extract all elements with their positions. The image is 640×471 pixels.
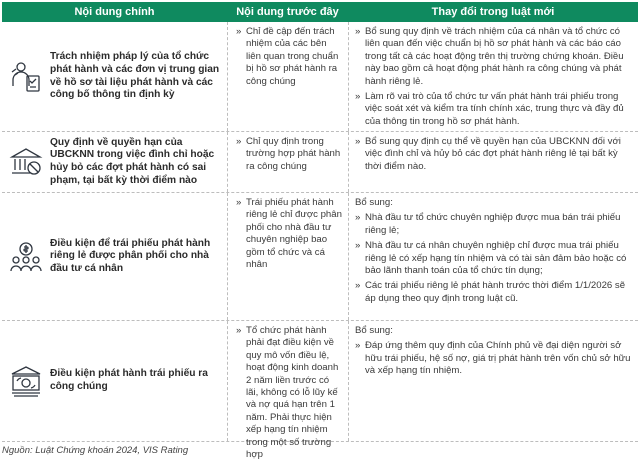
previous-content-cell bbox=[227, 22, 348, 131]
change-item: » Bổ sung quy định cụ thể về quyền hạn của UBCKNN đối với việc đình chỉ và hủy bỏ các đợt phát hành riêng lẻ tại bất kỳ thời điểm nào. bbox=[355, 136, 632, 173]
previous-item: » Tổ chức phát hành phải đạt điều kiện về quy mô vốn điều lệ, hoạt động kinh doanh 2 năm liền trước có lãi, không có lỗ lũy kế và nợ quá hạn trên 1 năm. Phải thực hiện xếp hạng tín nhiệm trong một số trường hợp bbox=[236, 325, 344, 461]
main-content-text: Trách nhiệm pháp lý của tổ chức phát hành và các đơn vị trung gian về hồ sơ tài liệu phát hành và các công bố thông tin định kỳ bbox=[50, 51, 220, 101]
main-content-text: Quy định về quyền hạn của UBCKNN trong việc đình chỉ hoặc hủy bỏ các đợt phát hành có sai phạm, tại bất kỳ thời điểm nào bbox=[50, 136, 215, 186]
main-content-cell bbox=[2, 132, 227, 192]
new-changes-cell bbox=[348, 321, 638, 441]
public-issuance-icon bbox=[8, 361, 44, 401]
header-previous-content: Nội dung trước đây bbox=[236, 6, 339, 18]
change-item: » Đáp ứng thêm quy định của Chính phủ về đại diện người sở hữu trái phiếu, hệ số nợ, giá trị phát hành trên vốn chủ sở hữu và xếp hạng tín nhiệm. bbox=[355, 340, 632, 377]
changes-intro: Bổ sung: bbox=[355, 197, 393, 208]
previous-item: » Chỉ quy định trong trường hợp phát hành ra công chúng bbox=[236, 136, 344, 173]
main-content-cell bbox=[2, 321, 227, 441]
new-changes-cell bbox=[348, 193, 638, 320]
header-new-changes: Thay đổi trong luật mới bbox=[431, 6, 555, 18]
main-content-cell bbox=[2, 22, 227, 131]
table-row bbox=[2, 193, 638, 321]
changes-intro: Bổ sung: bbox=[355, 325, 393, 336]
change-item: » Nhà đầu tư cá nhân chuyên nghiệp chỉ được mua trái phiếu riêng lẻ có xếp hạng tín nhiệm và có tài sản đảm bảo hoặc có bảo lãnh thanh toán của tổ chức tín dụng; bbox=[355, 240, 632, 277]
previous-content-cell bbox=[227, 193, 348, 320]
table-row bbox=[2, 22, 638, 132]
main-content-cell bbox=[2, 193, 227, 320]
new-changes-cell bbox=[348, 22, 638, 131]
header-main-content: Nội dung chính bbox=[74, 6, 155, 18]
table-row bbox=[2, 132, 638, 193]
table-header bbox=[2, 2, 638, 22]
legal-responsibility-icon bbox=[8, 57, 44, 97]
change-item: » Làm rõ vai trò của tổ chức tư vấn phát hành trái phiếu trong việc soát xét và kiểm tra tính chính xác, trung thực và đầy đủ của thông tin trong hồ sơ phát hành. bbox=[355, 91, 632, 128]
change-item: » Nhà đầu tư tổ chức chuyên nghiệp được mua bán trái phiếu riêng lẻ; bbox=[355, 212, 632, 237]
source-note: Nguồn: Luật Chứng khoán 2024, VIS Rating bbox=[2, 445, 189, 456]
new-changes-cell bbox=[348, 132, 638, 192]
change-item: » Các trái phiếu riêng lẻ phát hành trước thời điểm 1/1/2026 sẽ áp dụng theo quy định trong luật cũ. bbox=[355, 280, 632, 305]
main-content-text: Điều kiện phát hành trái phiếu ra công chúng bbox=[50, 368, 208, 392]
previous-content-cell bbox=[227, 132, 348, 192]
investors-money-icon bbox=[8, 237, 44, 277]
previous-content-cell bbox=[227, 321, 348, 461]
main-content-text: Điều kiện để trái phiếu phát hành riêng lẻ được phân phối cho nhà đầu tư cá nhân bbox=[50, 237, 211, 274]
change-item: » Bổ sung quy định về trách nhiệm của cá nhân và tổ chức có liên quan đến việc chuẩn bị hồ sơ phát hành và các báo cáo trong tất cả các hoạt động trên thị trường chứng khoán. Điều này bao gồm cả hoạt động phát hành ra công chúng và phát hành riêng lẻ. bbox=[355, 26, 632, 88]
previous-item: » Chỉ đề cập đến trách nhiệm của các bên liên quan trong chuẩn bị hồ sơ phát hành ra công chúng bbox=[236, 26, 344, 88]
regulator-building-icon bbox=[8, 142, 44, 182]
previous-item: » Trái phiếu phát hành riêng lẻ chỉ được phân phối cho nhà đầu tư chuyên nghiệp bao gồm tổ chức và cá nhân bbox=[236, 197, 344, 271]
